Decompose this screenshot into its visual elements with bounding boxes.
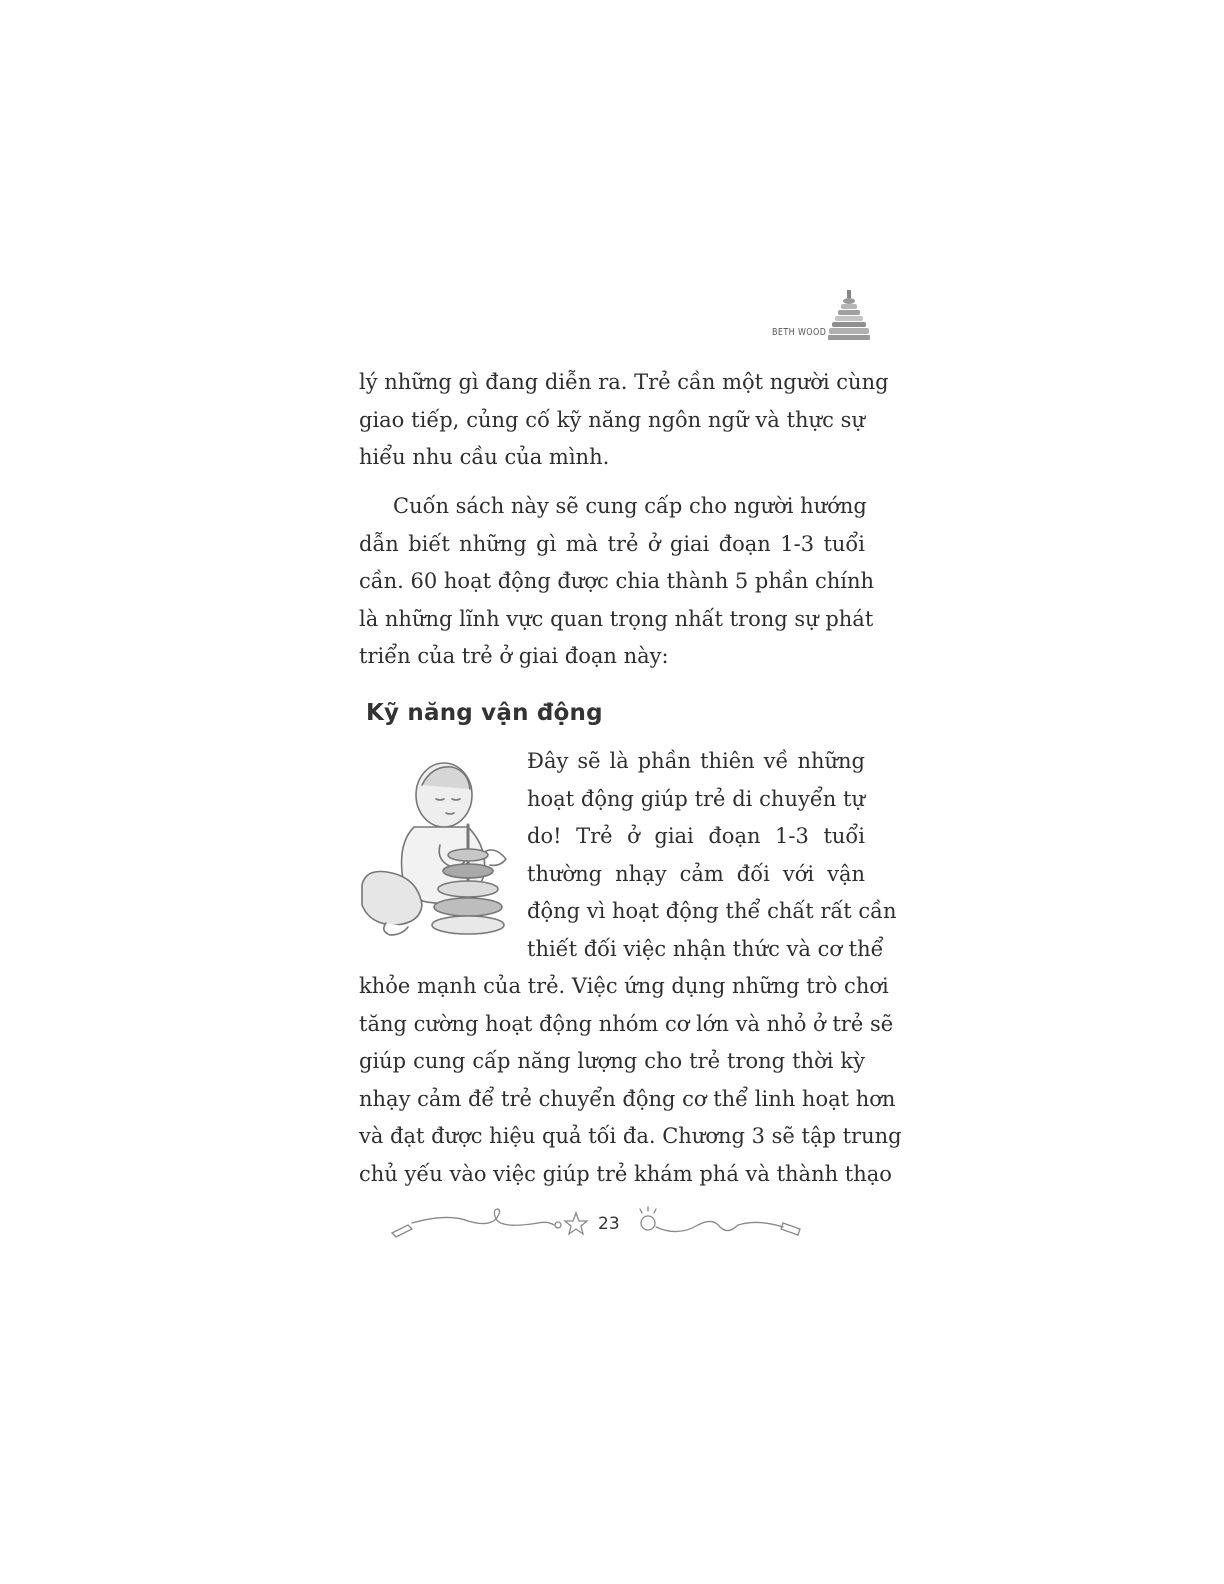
stacking-rings-icon [826, 290, 872, 348]
text-line: giúp cung cấp năng lượng cho trẻ trong thời kỳ [359, 1049, 865, 1074]
text-line: hiểu nhu cầu của mình. [359, 445, 610, 470]
text-line: là những lĩnh vực quan trọng nhất trong sự phát [359, 606, 874, 631]
page-number: 23 [598, 1214, 620, 1234]
text-line: triển của trẻ ở giai đoạn này: [359, 644, 669, 669]
text-line: chủ yếu vào việc giúp trẻ khám phá và thành thạo [359, 1161, 892, 1186]
paragraph-1 [359, 364, 889, 477]
text-line: dẫn biết những gì mà trẻ ở giai đoạn 1-3 tuổi [359, 531, 865, 556]
text-line: thường nhạy cảm đối với vận [527, 861, 865, 886]
baby-stacking-rings-illustration [356, 755, 516, 945]
text-line: do! Trẻ ở giai đoạn 1-3 tuổi [527, 824, 865, 849]
text-line: nhạy cảm để trẻ chuyển động cơ thể linh hoạt hơn [359, 1086, 896, 1111]
text-line: Đây sẽ là phần thiên về những [527, 749, 865, 773]
text-line: cần. 60 hoạt động được chia thành 5 phần chính [359, 569, 875, 594]
text-line: lý những gì đang diễn ra. Trẻ cần một người cùng [359, 370, 889, 394]
text-line: giao tiếp, củng cố kỹ năng ngôn ngữ và thực sự [359, 407, 865, 432]
text-line: hoạt động giúp trẻ di chuyển tự [527, 786, 865, 811]
text-line: tăng cường hoạt động nhóm cơ lớn và nhỏ ở trẻ sẽ [359, 1011, 894, 1036]
text-line: động vì hoạt động thể chất rất cần [527, 899, 897, 924]
text-line: khỏe mạnh của trẻ. Việc ứng dụng những trò chơi [359, 974, 889, 998]
text-line: Cuốn sách này sẽ cung cấp cho người hướng [393, 494, 867, 518]
paragraph-4 [359, 968, 902, 1194]
paragraph-3 [527, 743, 897, 969]
text-line: thiết đối việc nhận thức và cơ thể [527, 936, 884, 961]
text-line: và đạt được hiệu quả tối đa. Chương 3 sẽ tập trung [359, 1124, 902, 1149]
running-header-author: BETH WOOD [772, 327, 827, 338]
section-heading: Kỹ năng vận động [366, 700, 603, 726]
paragraph-2 [359, 488, 875, 676]
